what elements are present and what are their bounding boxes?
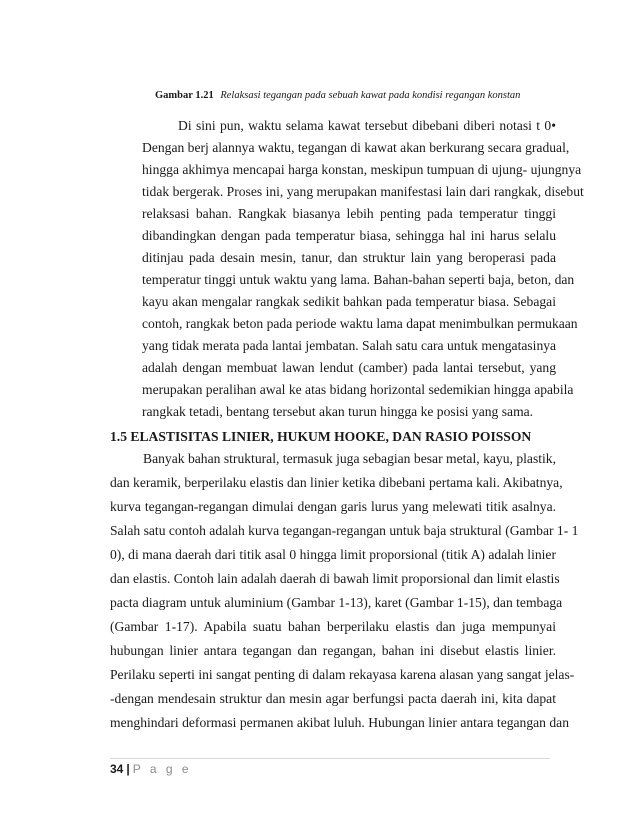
paragraph-line: kayu akan mengalar rangkak sedikit bahkan pada temperatur biasa. Sebagai <box>142 294 556 309</box>
paragraph-line: Salah satu contoh adalah kurva tegangan-regangan untuk baja struktural (Gambar 1- 1 <box>110 523 579 538</box>
paragraph-line: menghindari deformasi permanen akibat luluh. Hubungan linier antara tegangan dan <box>110 715 570 730</box>
paragraph-line: kurva tegangan-regangan dimulai dengan garis lurus yang melewati titik asalnya. <box>110 499 556 514</box>
paragraph-line: dan keramik, berperilaku elastis dan linier ketika dibebani pertama kali. Akibatnya, <box>110 475 563 490</box>
page-footer <box>110 762 192 776</box>
figure-caption <box>155 90 520 101</box>
paragraph-line: hingga akhimya mencapai harga konstan, meskipun tumpuan di ujung- ujungnya <box>142 162 582 177</box>
paragraph-line: rangkak tetadi, bentang tersebut akan turun hingga ke posisi yang sama. <box>142 404 534 419</box>
paragraph-line: Banyak bahan struktural, termasuk juga sebagian besar metal, kayu, plastik, <box>143 451 556 466</box>
paragraph-line: hubungan linier antara tegangan dan regangan, bahan ini disebut elastis linier. <box>110 643 556 658</box>
paragraph-line: -dengan mendesain struktur dan mesin agar berfungsi pacta daerah ini, kita dapat <box>110 691 556 706</box>
paragraph-line: dibandingkan dengan pada temperatur biasa, sehingga hal ini harus selalu <box>142 228 556 243</box>
paragraph-line: dan elastis. Contoh lain adalah daerah di bawah limit proporsional dan limit elastis <box>110 571 560 586</box>
page-label: P a g e <box>132 762 192 776</box>
paragraph-line: tidak bergerak. Proses ini, yang merupakan manifestasi lain dari rangkak, disebut <box>142 184 584 199</box>
paragraph-line: yang tidak merata pada lantai jembatan. Salah satu cara untuk mengatasinya <box>142 338 557 353</box>
paragraph-line: Dengan berj alannya waktu, tegangan di kawat akan berkurang secara gradual, <box>142 140 570 155</box>
section-heading: 1.5 ELASTISITAS LINIER, HUKUM HOOKE, DAN RASIO POISSON <box>110 429 532 444</box>
figure-caption-label: Gambar 1.21 <box>155 90 214 101</box>
paragraph-line: relaksasi bahan. Rangkak biasanya lebih penting pada temperatur tinggi <box>142 206 556 221</box>
page-number: 34 <box>110 762 124 776</box>
paragraph-line: Di sini pun, waktu selama kawat tersebut dibebani diberi notasi t 0• <box>178 118 556 133</box>
paragraph-line: (Gambar 1-17). Apabila suatu bahan berperilaku elastis dan juga mempunyai <box>110 619 556 634</box>
paragraph-line: 0), di mana daerah dari titik asal 0 hingga limit proporsional (titik A) adalah linier <box>110 547 556 562</box>
figure-caption-text: Relaksasi tegangan pada sebuah kawat pada kondisi regangan konstan <box>220 90 521 101</box>
paragraph-line: adalah dengan membuat lawan lendut (camber) pada lantai tersebut, yang <box>142 360 556 375</box>
footer-divider <box>110 758 550 759</box>
paragraph-line: Perilaku seperti ini sangat penting di dalam rekayasa karena alasan yang sangat jelas- <box>110 667 575 682</box>
paragraph-line: temperatur tinggi untuk waktu yang lama. Bahan-bahan seperti baja, beton, dan <box>142 272 575 287</box>
paragraph-line: ditinjau pada desain mesin, tanur, dan struktur lain yang beroperasi pada <box>142 250 556 265</box>
paragraph-line: contoh, rangkak beton pada periode waktu lama dapat menimbulkan permukaan <box>142 316 578 331</box>
paragraph-line: merupakan peralihan awal ke atas bidang horizontal sedemikian hingga apabila <box>142 382 574 397</box>
footer-separator: | <box>126 762 130 776</box>
paragraph-line: pacta diagram untuk aluminium (Gambar 1-13), karet (Gambar 1-15), dan tembaga <box>110 595 563 610</box>
